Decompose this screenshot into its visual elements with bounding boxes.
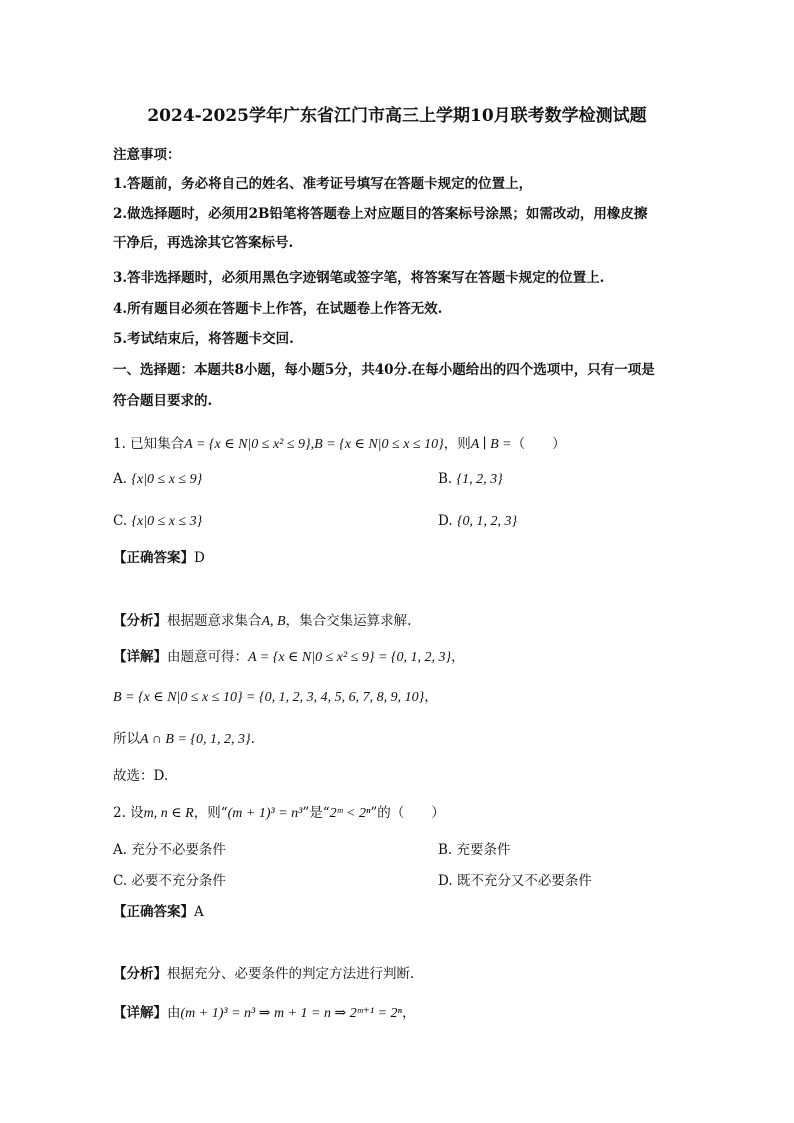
notice-item: 2.做选择题时，必须用2B铅笔将答题卷上对应题目的答案标号涂黑；如需改动，用橡皮擦 <box>113 206 648 222</box>
page-title: 2024-2025学年广东省江门市高三上学期10月联考数学检测试题 <box>147 106 647 126</box>
section-heading: 一、选择题：本题共8小题，每小题5分，共40分.在每小题给出的四个选项中，只有一项是 <box>113 362 655 378</box>
notice-item: 干净后，再选涂其它答案标号. <box>113 235 294 251</box>
option-b: B. {1, 2, 3} <box>438 471 503 487</box>
section-heading-cont: 符合题目要求的. <box>113 393 213 409</box>
answer-line: 【正确答案】A <box>113 904 204 920</box>
question-expression: A ∣ B = <box>470 437 512 452</box>
answer-value: A <box>194 904 204 920</box>
answer-blank: （ ） <box>511 436 566 452</box>
analysis-line: 【分析】根据充分、必要条件的判定方法进行判断. <box>113 966 415 982</box>
option-c: C. {x|0 ≤ x ≤ 3} <box>113 513 203 529</box>
choice-line: 故选：D. <box>113 768 169 784</box>
notice-item: 5.考试结束后，将答题卡交回. <box>113 331 294 347</box>
answer-line: 【正确答案】D <box>113 550 205 566</box>
notice-item: 3.答非选择题时，必须用黑色字迹钢笔或签字笔，将答案写在答题卡规定的位置上. <box>113 270 605 286</box>
option-a: A. {x|0 ≤ x ≤ 9} <box>113 471 203 487</box>
answer-value: D <box>194 550 205 566</box>
analysis-line: 【分析】根据题意求集合A, B，集合交集运算求解. <box>113 613 412 629</box>
notice-item: 1.答题前，务必将自己的姓名、准考证号填写在答题卡规定的位置上， <box>113 176 533 192</box>
option-c: C. 必要不充分条件 <box>113 873 226 889</box>
option-d: D. {0, 1, 2, 3} <box>438 513 518 529</box>
notice-item: 4.所有题目必须在答题卡上作答，在试题卷上作答无效. <box>113 301 443 317</box>
detail-line: 【详解】由(m + 1)³ = n³ ⇒ m + 1 = n ⇒ 2ᵐ⁺¹ = 2ⁿ， <box>113 1005 416 1021</box>
option-d: D. 既不充分又不必要条件 <box>438 873 592 889</box>
detail-line: B = {x ∈ N|0 ≤ x ≤ 10} = {0, 1, 2, 3, 4, 5, 6, 7, 8, 9, 10}， <box>113 689 438 705</box>
notice-heading: 注意事项： <box>113 147 181 163</box>
set-a-formula: A = {x ∈ N|0 ≤ x² ≤ 9} <box>184 437 311 452</box>
question-number: 1. 已知集合 <box>113 436 185 452</box>
set-b-formula: B = {x ∈ N|0 ≤ x ≤ 10} <box>314 437 444 452</box>
question-1-stem: 1. 已知集合A = {x ∈ N|0 ≤ x² ≤ 9},B = {x ∈ N|0 ≤ x ≤ 10}，则A ∣ B =（ ） <box>113 436 566 452</box>
question-2-stem: 2. 设m, n ∈ R，则“(m + 1)³ = n³”是“2ᵐ < 2ⁿ”的（ ） <box>113 805 445 821</box>
detail-line: 【详解】由题意可得：A = {x ∈ N|0 ≤ x² ≤ 9} = {0, 1, 2, 3}， <box>113 649 465 665</box>
option-b: B. 充要条件 <box>438 842 511 858</box>
conclusion-line: 所以A ∩ B = {0, 1, 2, 3}. <box>113 731 255 747</box>
question-number: 2. 设 <box>113 805 144 821</box>
option-a: A. 充分不必要条件 <box>113 842 226 858</box>
